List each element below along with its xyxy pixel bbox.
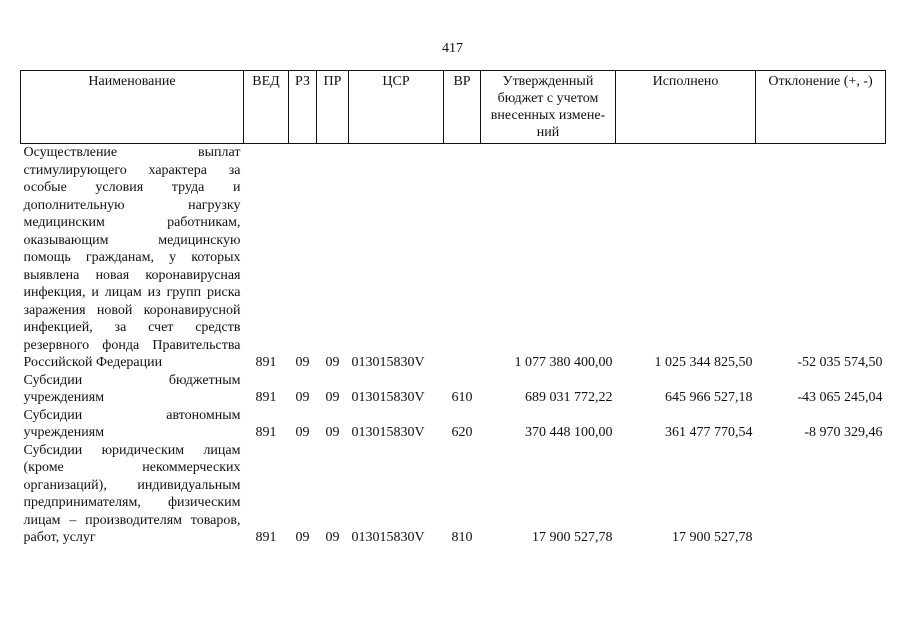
- table-row: [21, 407, 886, 442]
- row-rz: 09: [295, 355, 310, 370]
- row-executed: 1 025 344 825,50: [654, 355, 753, 370]
- row-ved: 891: [255, 390, 277, 405]
- row-vr: 620: [451, 425, 473, 440]
- row-executed: 645 966 527,18: [665, 390, 753, 405]
- row-csr: 013015830V: [351, 425, 425, 440]
- row-approved: 370 448 100,00: [525, 425, 613, 440]
- row-pr: 09: [325, 390, 340, 405]
- row-approved: 17 900 527,78: [532, 530, 613, 545]
- row-ved: 891: [255, 425, 277, 440]
- row-executed: 361 477 770,54: [665, 425, 753, 440]
- row-vr: [444, 144, 481, 372]
- row-vr: 810: [451, 530, 473, 545]
- row-vr: 610: [451, 390, 473, 405]
- row-executed: 17 900 527,78: [672, 530, 753, 545]
- row-pr: 09: [325, 425, 340, 440]
- row-rz: 09: [295, 390, 310, 405]
- header-vr: ВР: [444, 71, 481, 144]
- row-name: Субсидии юридическим лицам (кроме некоммерческих организаций), индивидуальным предпринимателям, физическим лицам – производителям товаров, работ, услуг: [23, 442, 241, 545]
- page-number: 417: [442, 41, 463, 56]
- row-deviation: -52 035 574,50: [797, 355, 883, 370]
- row-pr: 09: [325, 530, 340, 545]
- table-header: [21, 71, 886, 144]
- row-name: Субсидии бюджетным учреждениям: [23, 372, 241, 405]
- budget-table: [20, 70, 886, 547]
- header-executed: Исполнено: [616, 71, 756, 144]
- table-row: [21, 442, 886, 547]
- header-csr: ЦСР: [349, 71, 444, 144]
- row-name: Осуществление выплат стимулирующего характера за особые условия труда и дополнительную нагрузку медицинским работникам, оказывающим медицинскую помощь гражданам, у которых выявлена новая коронавирусная инфекция, и лицам из групп риска заражения новой коронавирусной инфекцией, за счет средств резервного фонда Правительства Российской Федерации: [23, 145, 241, 370]
- row-name: Субсидии автономным учреждениям: [23, 407, 241, 440]
- row-ved: 891: [255, 355, 277, 370]
- header-name: Наименование: [21, 71, 244, 144]
- table-row: [21, 372, 886, 407]
- header-approved: Утвержденный бюджет с учетом внесенных измене-ний: [481, 71, 616, 144]
- row-pr: 09: [325, 355, 340, 370]
- header-ved: ВЕД: [244, 71, 289, 144]
- header-rz: РЗ: [289, 71, 317, 144]
- row-deviation: -43 065 245,04: [797, 390, 883, 405]
- row-rz: 09: [295, 425, 310, 440]
- header-pr: ПР: [317, 71, 349, 144]
- row-deviation: [756, 442, 886, 547]
- table-row: [21, 144, 886, 372]
- row-deviation: -8 970 329,46: [804, 425, 883, 440]
- row-csr: 013015830V: [351, 530, 425, 545]
- header-deviation: Отклонение (+, -): [756, 71, 886, 144]
- row-approved: 689 031 772,22: [525, 390, 613, 405]
- row-csr: 013015830V: [351, 390, 425, 405]
- row-ved: 891: [255, 530, 277, 545]
- row-rz: 09: [295, 530, 310, 545]
- row-approved: 1 077 380 400,00: [514, 355, 613, 370]
- row-csr: 013015830V: [351, 355, 425, 370]
